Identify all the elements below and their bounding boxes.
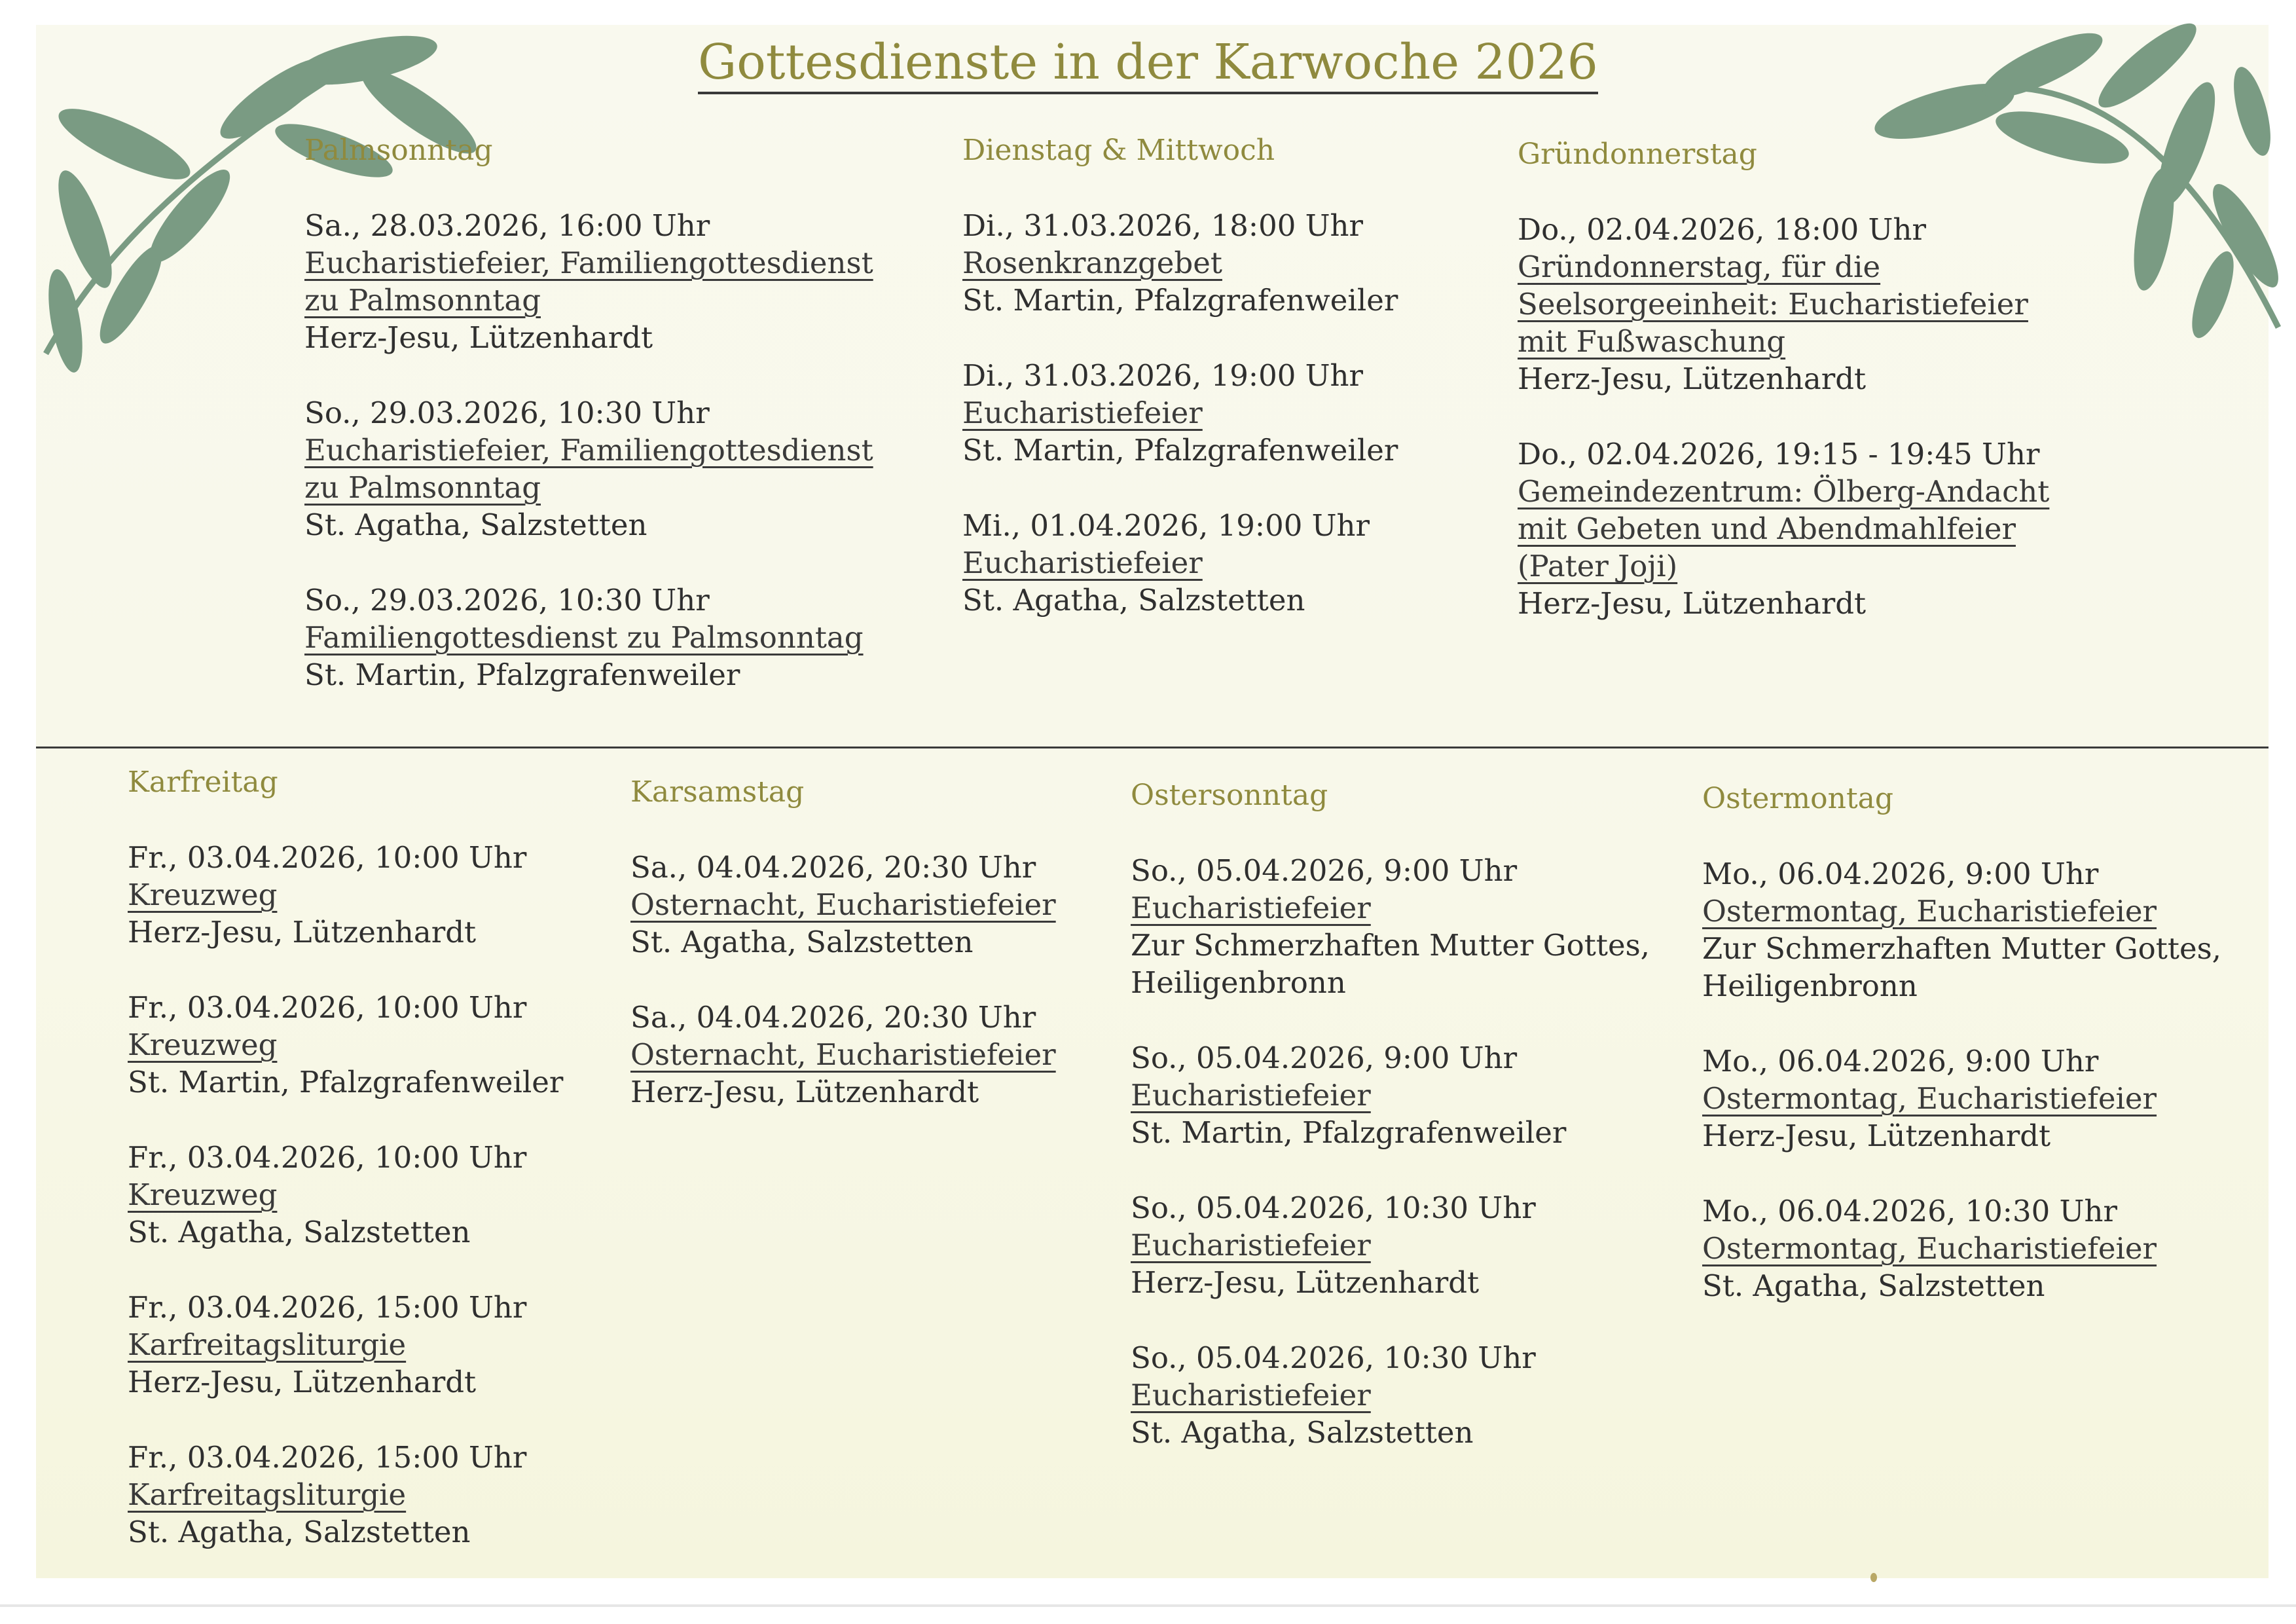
- service-entry: [1702, 1192, 2221, 1304]
- service-entry: [1518, 211, 2049, 397]
- service-entry: [962, 507, 1398, 619]
- entry-location: St. Martin, Pfalzgrafenweiler: [1131, 1115, 1567, 1150]
- entry-service: Eucharistiefeier: [1131, 1078, 1371, 1113]
- entry-datetime: Sa., 04.04.2026, 20:30 Uhr: [630, 1000, 1036, 1035]
- entry-datetime: Mo., 06.04.2026, 9:00 Uhr: [1702, 1044, 2099, 1079]
- entry-service: Rosenkranzgebet: [962, 246, 1222, 280]
- section-ostermontag: [1702, 779, 2221, 1342]
- service-entry: [1702, 1043, 2221, 1154]
- service-entry: [1131, 1039, 1650, 1151]
- entry-location: Herz-Jesu, Lützenhardt: [128, 1365, 477, 1399]
- entry-datetime: Mi., 01.04.2026, 19:00 Uhr: [962, 508, 1370, 543]
- service-entry: [128, 1289, 563, 1401]
- entry-location: St. Martin, Pfalzgrafenweiler: [962, 283, 1398, 318]
- section-divider: [36, 747, 2269, 748]
- entry-service: Gemeindezentrum: Ölberg-Andacht: [1518, 474, 2050, 509]
- entry-service: Ostermontag, Eucharistiefeier: [1702, 1231, 2157, 1266]
- service-entry: [128, 1439, 563, 1551]
- section-heading: Karsamstag: [630, 775, 805, 809]
- service-entry: [128, 989, 563, 1101]
- entry-service: Ostermontag, Eucharistiefeier: [1702, 1081, 2157, 1116]
- section-heading: Palmsonntag: [304, 134, 493, 167]
- entry-service: Kreuzweg: [128, 1027, 278, 1062]
- section-heading: Ostersonntag: [1131, 779, 1328, 812]
- entry-datetime: Fr., 03.04.2026, 15:00 Uhr: [128, 1290, 527, 1325]
- entry-service: zu Palmsonntag: [304, 470, 541, 505]
- entry-service: Karfreitagsliturgie: [128, 1327, 407, 1362]
- entry-location: St. Agatha, Salzstetten: [630, 925, 974, 959]
- entry-location: St. Agatha, Salzstetten: [128, 1215, 471, 1249]
- service-entry: [304, 207, 873, 356]
- entry-service: Karfreitagsliturgie: [128, 1477, 407, 1512]
- entry-datetime: Di., 31.03.2026, 18:00 Uhr: [962, 208, 1364, 243]
- entry-datetime: Sa., 28.03.2026, 16:00 Uhr: [304, 208, 710, 243]
- entry-service: Eucharistiefeier: [1131, 891, 1371, 925]
- section-heading: Karfreitag: [128, 766, 278, 799]
- section-dienstag-mittwoch: [962, 131, 1398, 657]
- page-title: Gottesdienste in der Karwoche 2026: [0, 34, 2296, 90]
- entry-location: St. Martin, Pfalzgrafenweiler: [962, 433, 1398, 468]
- service-entry: [1702, 855, 2221, 1005]
- section-heading: Dienstag & Mittwoch: [962, 134, 1275, 167]
- entry-service: Osternacht, Eucharistiefeier: [630, 887, 1056, 922]
- entry-service: mit Gebeten und Abendmahlfeier: [1518, 511, 2016, 546]
- scan-edge-line: [0, 1604, 2296, 1607]
- section-karfreitag: [128, 763, 563, 1589]
- entry-location: St. Martin, Pfalzgrafenweiler: [304, 657, 740, 692]
- entry-service: zu Palmsonntag: [304, 283, 541, 318]
- paper-speck: [1870, 1573, 1877, 1582]
- entry-service: Kreuzweg: [128, 1177, 278, 1212]
- entry-datetime: So., 29.03.2026, 10:30 Uhr: [304, 583, 710, 618]
- entry-location: St. Agatha, Salzstetten: [304, 507, 647, 542]
- entry-service: mit Fußwaschung: [1518, 324, 1786, 359]
- service-entry: [962, 207, 1398, 319]
- service-entry: [630, 849, 1056, 961]
- entry-location: Heiligenbronn: [1702, 969, 1918, 1003]
- section-ostersonntag: [1131, 776, 1650, 1489]
- entry-service: Ostermontag, Eucharistiefeier: [1702, 894, 2157, 929]
- entry-location: Herz-Jesu, Lützenhardt: [304, 320, 653, 355]
- entry-datetime: Fr., 03.04.2026, 10:00 Uhr: [128, 1140, 527, 1175]
- entry-datetime: So., 05.04.2026, 10:30 Uhr: [1131, 1190, 1536, 1225]
- service-entry: [128, 1139, 563, 1251]
- entry-service: Eucharistiefeier: [1131, 1378, 1371, 1412]
- entry-service: Familiengottesdienst zu Palmsonntag: [304, 620, 864, 655]
- entry-location: St. Martin, Pfalzgrafenweiler: [128, 1065, 564, 1099]
- entry-service: (Pater Joji): [1518, 549, 1678, 583]
- entry-location: St. Agatha, Salzstetten: [1702, 1268, 2045, 1303]
- entry-location: Herz-Jesu, Lützenhardt: [1518, 361, 1867, 396]
- entry-service: Eucharistiefeier, Familiengottesdienst: [304, 246, 873, 280]
- entry-service: Eucharistiefeier: [962, 396, 1203, 430]
- entry-location: St. Agatha, Salzstetten: [128, 1515, 471, 1549]
- service-entry: [304, 581, 873, 693]
- entry-service: Seelsorgeeinheit: Eucharistiefeier: [1518, 287, 2028, 322]
- entry-service: Osternacht, Eucharistiefeier: [630, 1037, 1056, 1072]
- entry-location: St. Agatha, Salzstetten: [1131, 1415, 1474, 1450]
- entry-service: Gründonnerstag, für die: [1518, 249, 1881, 284]
- entry-location: Herz-Jesu, Lützenhardt: [1702, 1118, 2051, 1153]
- entry-datetime: So., 05.04.2026, 9:00 Uhr: [1131, 1041, 1518, 1075]
- entry-location: Herz-Jesu, Lützenhardt: [128, 915, 477, 950]
- entry-datetime: Fr., 03.04.2026, 10:00 Uhr: [128, 840, 527, 875]
- entry-datetime: So., 05.04.2026, 10:30 Uhr: [1131, 1340, 1536, 1375]
- entry-datetime: Do., 02.04.2026, 18:00 Uhr: [1518, 212, 1926, 247]
- entry-service: Kreuzweg: [128, 877, 278, 912]
- section-heading: Ostermontag: [1702, 782, 1894, 815]
- entry-location: Herz-Jesu, Lützenhardt: [1518, 586, 1867, 621]
- entry-datetime: Di., 31.03.2026, 19:00 Uhr: [962, 358, 1364, 393]
- service-entry: [962, 357, 1398, 469]
- entry-service: Eucharistiefeier: [962, 545, 1203, 580]
- entry-datetime: So., 05.04.2026, 9:00 Uhr: [1131, 853, 1518, 888]
- entry-service: Eucharistiefeier, Familiengottesdienst: [304, 433, 873, 468]
- service-entry: [630, 999, 1056, 1111]
- entry-datetime: Fr., 03.04.2026, 15:00 Uhr: [128, 1440, 527, 1475]
- entry-location: Zur Schmerzhaften Mutter Gottes,: [1702, 931, 2221, 966]
- section-heading: Gründonnerstag: [1518, 138, 1757, 171]
- entry-location: Herz-Jesu, Lützenhardt: [1131, 1265, 1480, 1300]
- entry-datetime: Mo., 06.04.2026, 9:00 Uhr: [1702, 857, 2099, 891]
- entry-location: Zur Schmerzhaften Mutter Gottes,: [1131, 928, 1650, 963]
- section-karsamstag: [630, 773, 1056, 1149]
- section-palmsonntag: [304, 131, 873, 731]
- entry-datetime: Fr., 03.04.2026, 10:00 Uhr: [128, 990, 527, 1025]
- service-entry: [1131, 1339, 1650, 1451]
- section-gruendonnerstag: [1518, 135, 2049, 660]
- service-entry: [304, 394, 873, 544]
- entry-datetime: Mo., 06.04.2026, 10:30 Uhr: [1702, 1194, 2117, 1228]
- entry-location: Herz-Jesu, Lützenhardt: [630, 1075, 979, 1109]
- service-entry: [128, 839, 563, 951]
- service-entry: [1131, 852, 1650, 1001]
- entry-service: Eucharistiefeier: [1131, 1228, 1371, 1263]
- entry-location: Heiligenbronn: [1131, 965, 1346, 1000]
- entry-datetime: Do., 02.04.2026, 19:15 - 19:45 Uhr: [1518, 437, 2040, 471]
- entry-datetime: So., 29.03.2026, 10:30 Uhr: [304, 396, 710, 430]
- service-entry: [1518, 435, 2049, 622]
- entry-location: St. Agatha, Salzstetten: [962, 583, 1305, 618]
- entry-datetime: Sa., 04.04.2026, 20:30 Uhr: [630, 850, 1036, 885]
- service-entry: [1131, 1189, 1650, 1301]
